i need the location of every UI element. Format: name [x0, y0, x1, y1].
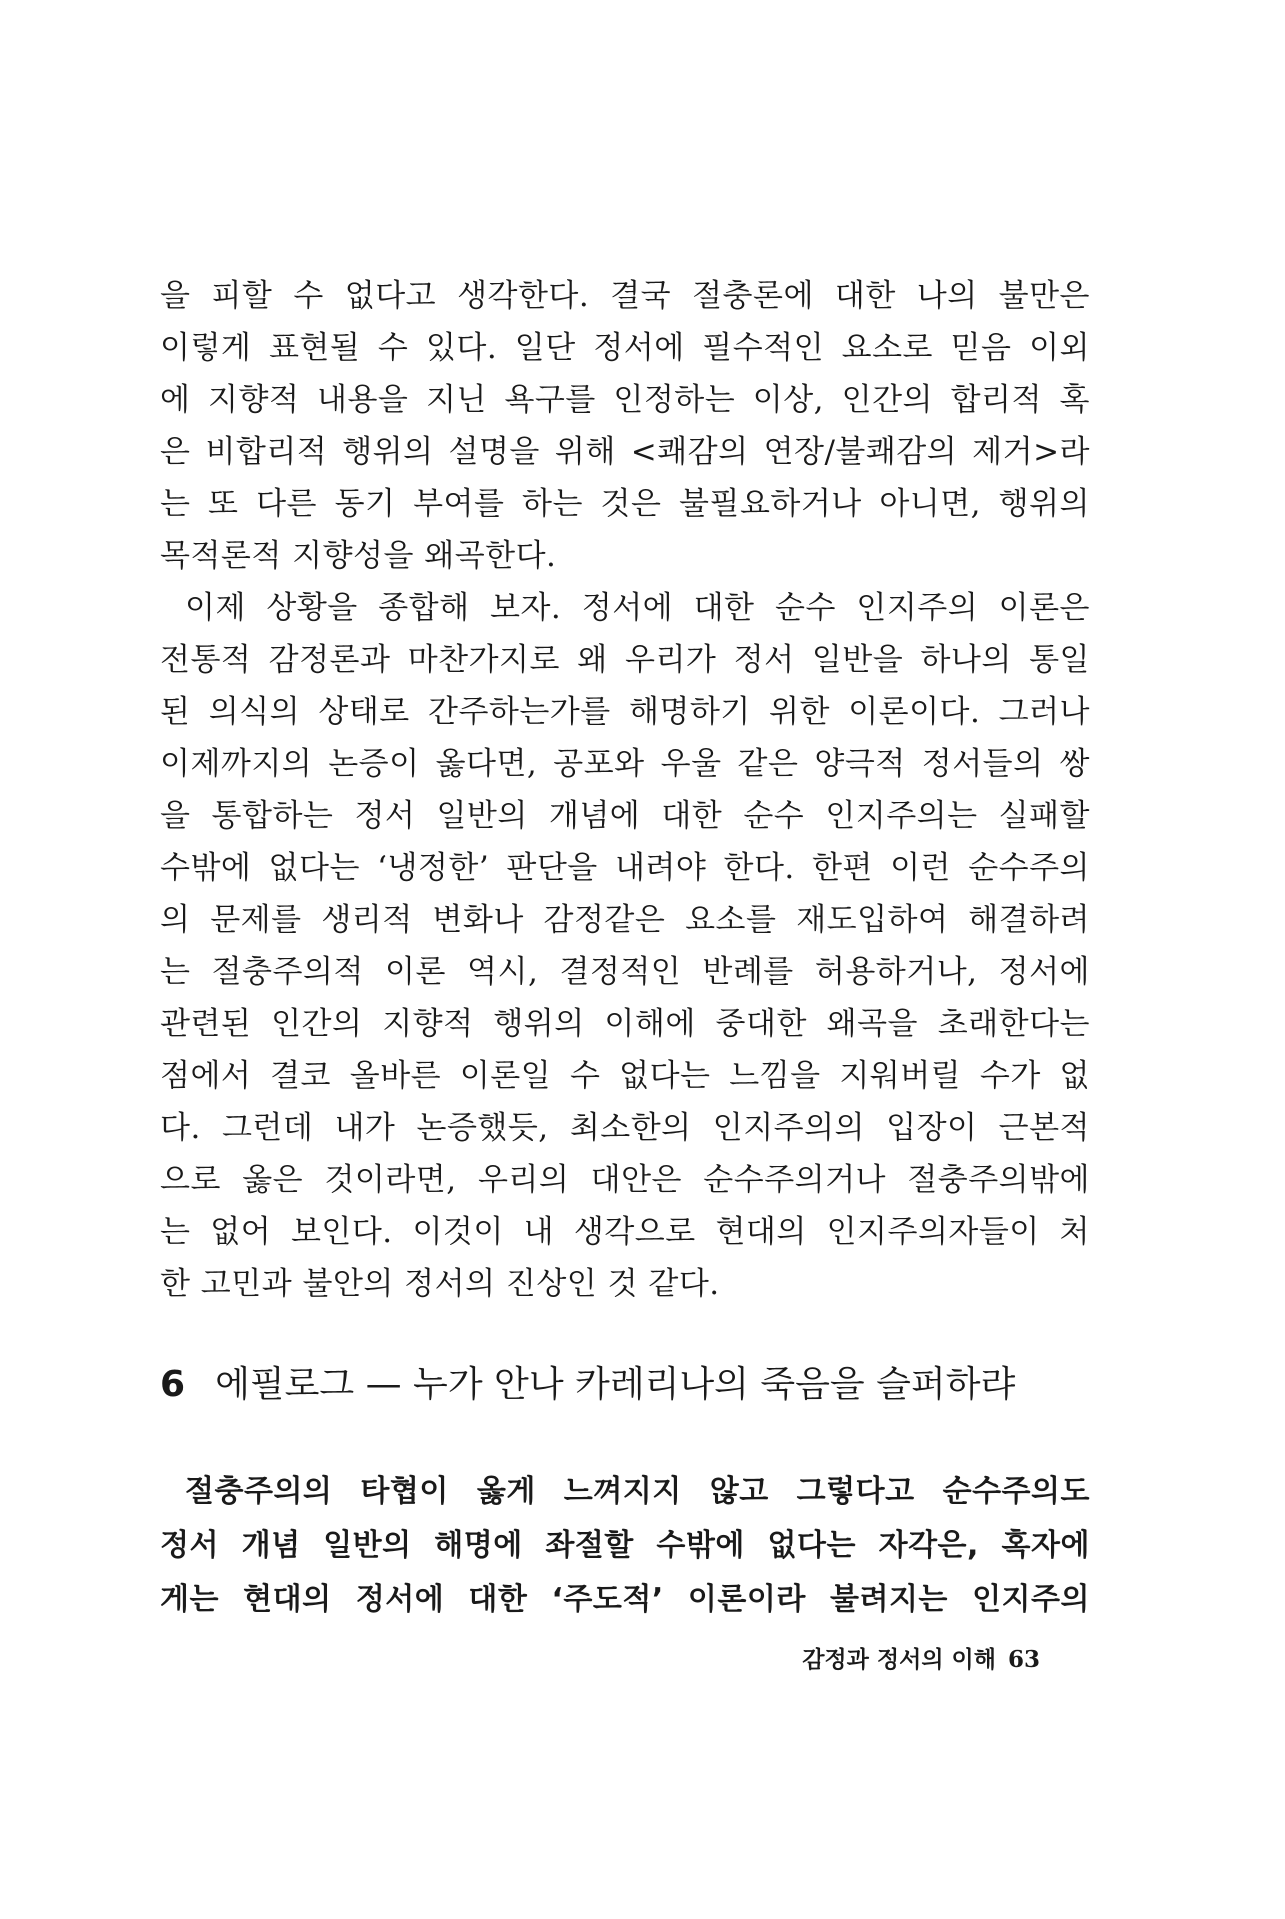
text-line: 게는 현대의 정서에 대한 ‘주도적’ 이론이라 불려지는 인지주의 [160, 1582, 1090, 1617]
running-title: 감정과 정서의 이해 [802, 1647, 996, 1673]
text-line: 을 피할 수 없다고 생각한다. 결국 절충론에 대한 나의 불만은 [160, 278, 1090, 314]
section-title: 에필로그 — 누가 안나 카레리나의 죽음을 슬퍼하랴 [215, 1364, 1016, 1405]
text-line: 수밖에 없다는 ‘냉정한’ 판단을 내려야 한다. 한편 이런 순수주의 [160, 850, 1090, 886]
text-line: 이제까지의 논증이 옳다면, 공포와 우울 같은 양극적 정서들의 쌍 [160, 746, 1090, 782]
text-line: 된 의식의 상태로 간주하는가를 해명하기 위한 이론이다. 그러나 [160, 694, 1090, 730]
text-line: 으로 옳은 것이라면, 우리의 대안은 순수주의거나 절충주의밖에 [160, 1162, 1090, 1198]
text-line: 을 통합하는 정서 일반의 개념에 대한 순수 인지주의는 실패할 [160, 798, 1090, 834]
page-number: 63 [1007, 1646, 1040, 1673]
text-line: 는 절충주의적 이론 역시, 결정적인 반례를 허용하거나, 정서에 [160, 954, 1090, 990]
section-heading [160, 1355, 1090, 1415]
text-line: 이렇게 표현될 수 있다. 일단 정서에 필수적인 요소로 믿음 이외 [160, 330, 1090, 366]
text-line: 전통적 감정론과 마찬가지로 왜 우리가 정서 일반을 하나의 통일 [160, 642, 1090, 678]
text-line: 는 없어 보인다. 이것이 내 생각으로 현대의 인지주의자들이 처 [160, 1214, 1090, 1250]
text-line: 에 지향적 내용을 지닌 욕구를 인정하는 이상, 인간의 합리적 혹 [160, 382, 1090, 418]
page-footer [802, 1640, 1040, 1680]
text-line: 한 고민과 불안의 정서의 진상인 것 같다. [160, 1266, 720, 1302]
text-line: 은 비합리적 행위의 설명을 위해 <쾌감의 연장/불쾌감의 제거>라 [160, 434, 1090, 470]
text-line: 절충주의의 타협이 옳게 느껴지지 않고 그렇다고 순수주의도 [185, 1474, 1090, 1509]
text-line: 다. 그런데 내가 논증했듯, 최소한의 인지주의의 입장이 근본적 [160, 1110, 1090, 1146]
text-line: 의 문제를 생리적 변화나 감정같은 요소를 재도입하여 해결하려 [160, 902, 1090, 938]
body-text-lower [160, 1465, 1090, 1627]
text-line: 는 또 다른 동기 부여를 하는 것은 불필요하거나 아니면, 행위의 [160, 486, 1090, 522]
text-line: 목적론적 지향성을 왜곡한다. [160, 538, 557, 574]
body-text-upper [160, 270, 1090, 1310]
text-line: 점에서 결코 올바른 이론일 수 없다는 느낌을 지워버릴 수가 없 [160, 1058, 1090, 1094]
text-line: 정서 개념 일반의 해명에 좌절할 수밖에 없다는 자각은, 혹자에 [160, 1528, 1090, 1563]
text-line: 관련된 인간의 지향적 행위의 이해에 중대한 왜곡을 초래한다는 [160, 1006, 1090, 1042]
text-line: 이제 상황을 종합해 보자. 정서에 대한 순수 인지주의 이론은 [185, 590, 1090, 626]
section-number: 6 [160, 1364, 186, 1405]
